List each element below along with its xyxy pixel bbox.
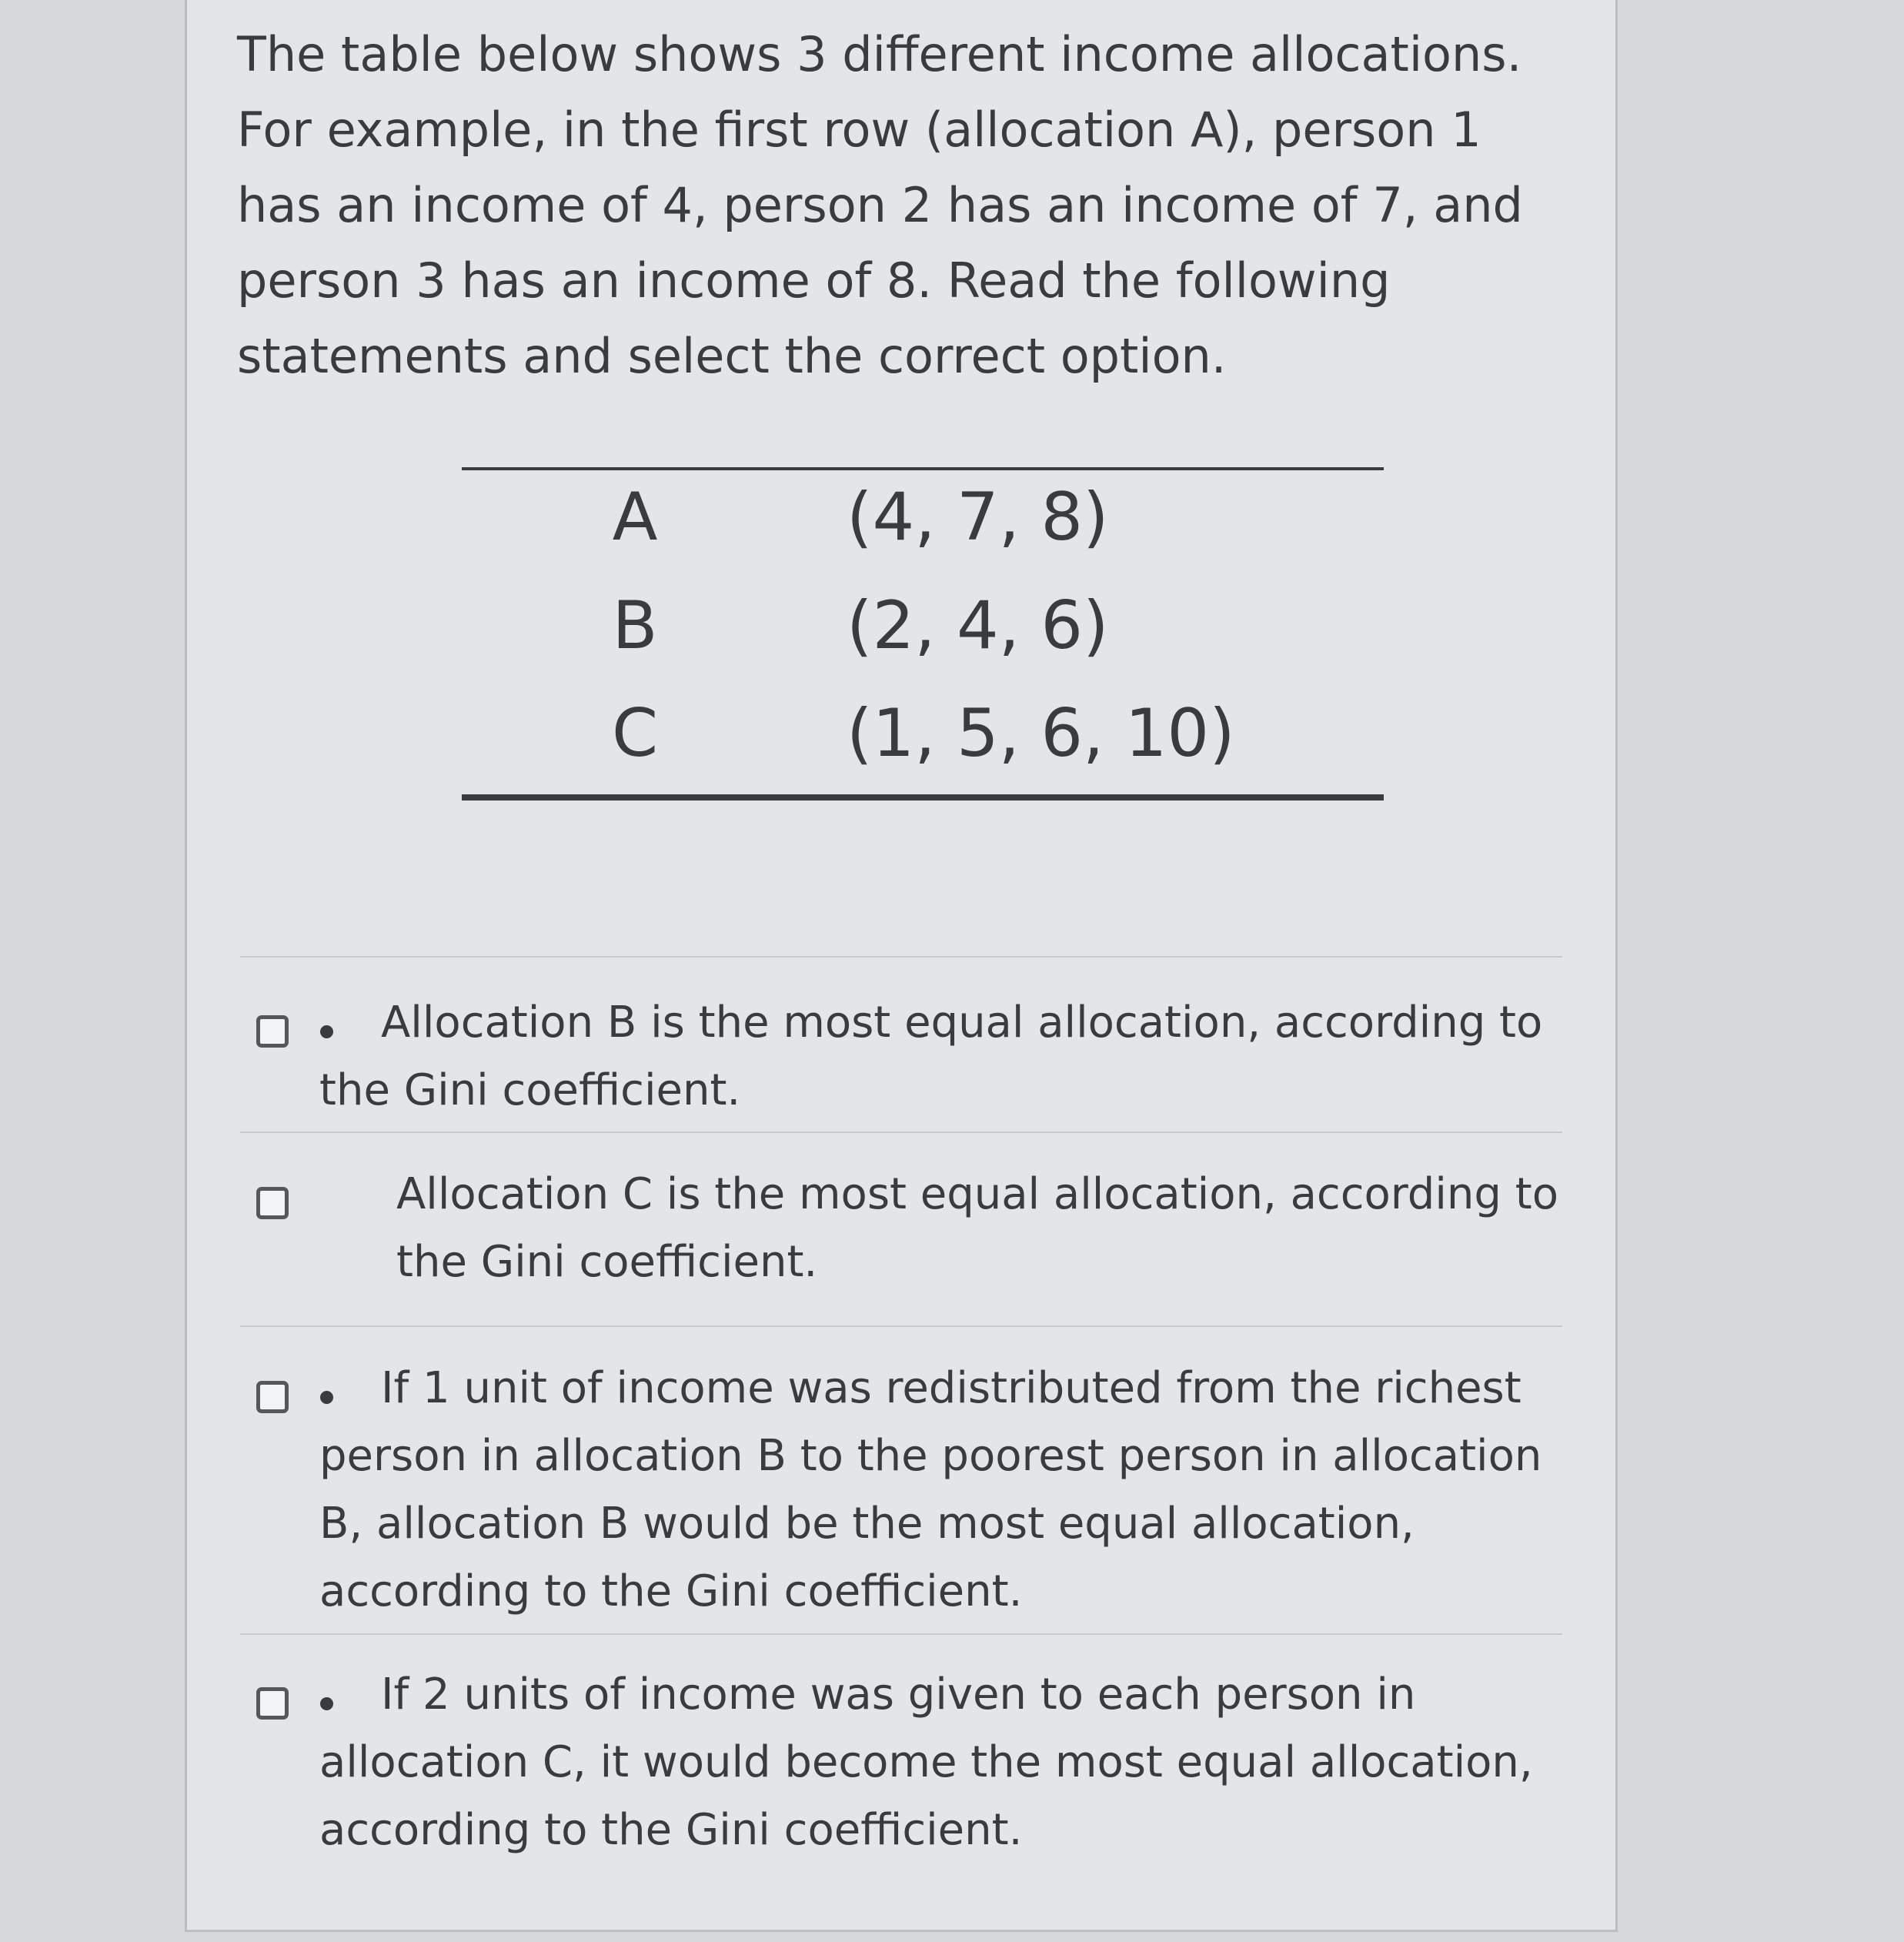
option-allocation-b-most-equal[interactable]: [254, 989, 1562, 1125]
question-prompt: The table below shows 3 different income allocations. For example, in the first row (allocation A), person 1 has an income of 4, person 2 has an income of 7, and person 3 has an income of 8. Read the following statements and select the correct option.: [237, 26, 1523, 384]
option-text: If 2 units of income was given to each person in allocation C, it would become the most equal allocation, according to the Gini coefficient.: [319, 1670, 1533, 1855]
allocation-row-c: [462, 695, 1384, 787]
allocation-label: B: [612, 587, 658, 664]
option-give-allocation-c[interactable]: [254, 1661, 1562, 1864]
option-checkbox[interactable]: [256, 1015, 289, 1048]
allocation-row-b: [462, 587, 1384, 680]
option-checkbox[interactable]: [256, 1381, 289, 1413]
option-divider: [240, 1633, 1562, 1635]
allocation-value: (1, 5, 6, 10): [847, 695, 1235, 772]
bullet-icon: [320, 1697, 333, 1710]
table-bottom-rule: [462, 794, 1384, 801]
option-divider: [240, 1325, 1562, 1327]
option-text: Allocation C is the most equal allocation, according to the Gini coefficient.: [396, 1169, 1558, 1287]
option-checkbox[interactable]: [256, 1687, 289, 1720]
allocation-row-a: [462, 479, 1384, 571]
bullet-icon: [320, 1391, 333, 1404]
option-redistribute-allocation-b[interactable]: [254, 1355, 1562, 1626]
allocation-value: (2, 4, 6): [847, 587, 1109, 664]
allocation-value: (4, 7, 8): [847, 479, 1109, 556]
option-allocation-c-most-equal[interactable]: [254, 1161, 1562, 1296]
option-divider: [240, 1131, 1562, 1133]
option-divider: [240, 956, 1562, 958]
table-top-rule: [462, 467, 1384, 470]
allocation-label: C: [611, 695, 659, 772]
option-checkbox[interactable]: [256, 1187, 289, 1219]
option-text: Allocation B is the most equal allocation, according to the Gini coefficient.: [319, 998, 1543, 1115]
option-text: If 1 unit of income was redistributed from the richest person in allocation B to the poorest person in allocation B, allocation B would be the most equal allocation, according to the Gini coefficient.: [319, 1363, 1542, 1616]
bullet-icon: [320, 1025, 333, 1038]
allocation-label: A: [612, 479, 658, 556]
